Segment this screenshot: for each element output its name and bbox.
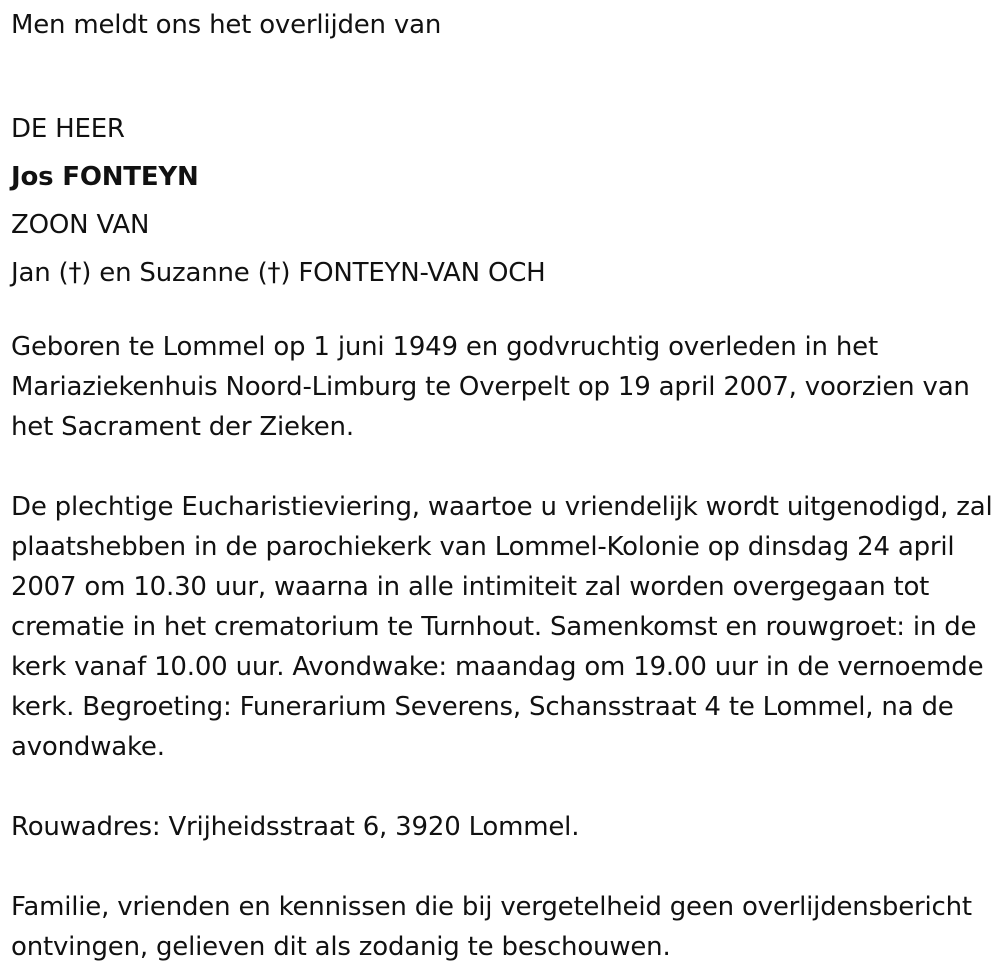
address-paragraph: Rouwadres: Vrijheidsstraat 6, 3920 Lommel. bbox=[11, 812, 580, 842]
ceremony-paragraph: De plechtige Eucharistieviering, waartoe u vriendelijk wordt uitgenodigd, zal plaatshebben in de parochiekerk van Lommel-Kolonie op dinsdag 24 april 2007 om 10.30 uur, waarna in alle intimiteit zal worden overgegaan tot crematie in het crematorium te Turnhout. Samenkomst en rouwgroet: in de kerk vanaf 10.00 uur. Avondwake: maandag om 19.00 uur in de vernoemde kerk. Begroeting: Funerarium Severens, Schansstraat 4 te Lommel, na de avondwake. bbox=[11, 492, 993, 762]
deceased-name: Jos FONTEYN bbox=[11, 162, 199, 192]
birth-death-paragraph: Geboren te Lommel op 1 juni 1949 en godvruchtig overleden in het Mariaziekenhuis Noord-Limburg te Overpelt op 19 april 2007, voorzien van het Sacrament der Zieken. bbox=[11, 332, 970, 442]
closing-paragraph: Familie, vrienden en kennissen die bij vergetelheid geen overlijdensbericht ontvingen, gelieven dit als zodanig te beschouwen. bbox=[11, 892, 972, 962]
death-notice bbox=[11, 0, 996, 967]
parents-line: Jan (†) en Suzanne (†) FONTEYN-VAN OCH bbox=[11, 258, 546, 288]
title-line: DE HEER bbox=[11, 114, 125, 144]
relation-line: ZOON VAN bbox=[11, 210, 150, 240]
intro-line: Men meldt ons het overlijden van bbox=[11, 10, 442, 40]
spacer bbox=[11, 49, 996, 105]
